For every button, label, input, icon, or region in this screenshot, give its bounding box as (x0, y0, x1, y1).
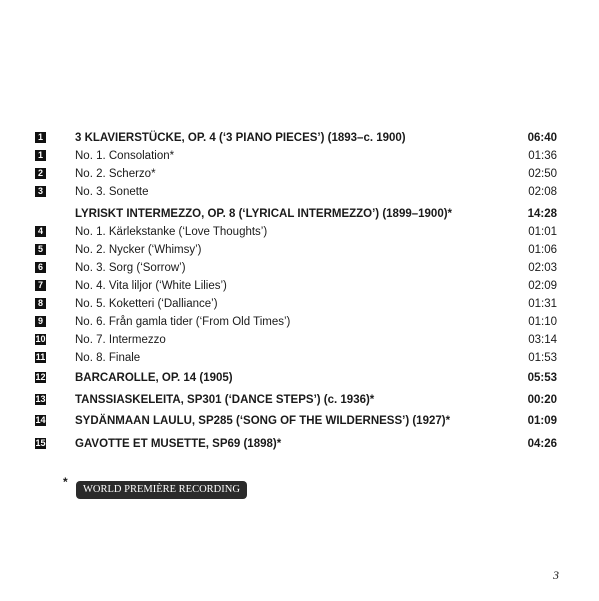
track-number-box: 10 (35, 334, 46, 344)
world-premiere-badge: WORLD PREMIÈRE RECORDING (76, 481, 247, 499)
track-duration: 02:50 (528, 168, 557, 180)
track-title: No. 6. Från gamla tider (‘From Old Times’) (75, 316, 291, 328)
track-number-box: 12 (35, 372, 46, 382)
work-heading-row (0, 392, 599, 408)
track-row (0, 296, 599, 312)
track-title: No. 4. Vita liljor (‘White Lilies’) (75, 280, 227, 292)
track-duration: 01:36 (528, 150, 557, 162)
work-heading-row (0, 413, 599, 429)
track-number-box: 9 (35, 316, 46, 327)
track-duration: 01:53 (528, 352, 557, 364)
page-number: 3 (553, 568, 559, 582)
track-row (0, 314, 599, 330)
track-title: No. 8. Finale (75, 352, 141, 364)
track-title: No. 7. Intermezzo (75, 334, 166, 346)
track-title: No. 3. Sonette (75, 186, 149, 198)
track-duration: 02:09 (528, 280, 557, 292)
work-heading-row (0, 130, 599, 146)
work-duration: 00:20 (527, 394, 557, 406)
track-title: No. 1. Consolation* (75, 150, 175, 162)
track-title: No. 1. Kärlekstanke (‘Love Thoughts’) (75, 226, 268, 238)
track-duration: 03:14 (528, 334, 557, 346)
work-duration: 01:09 (527, 415, 557, 427)
track-title: No. 3. Sorg (‘Sorrow’) (75, 262, 186, 274)
track-row (0, 166, 599, 182)
track-row (0, 242, 599, 258)
track-number-box: 2 (35, 168, 46, 179)
work-title: 3 KLAVIERSTÜCKE, OP. 4 (‘3 PIANO PIECES’) (1893–c. 1900) (75, 132, 406, 144)
track-row (0, 184, 599, 200)
track-number-box: 11 (35, 352, 46, 362)
track-row (0, 148, 599, 164)
track-number-box: 4 (35, 226, 46, 237)
track-number-box: 1 (35, 132, 46, 143)
track-duration: 01:31 (528, 298, 557, 310)
work-title: TANSSIASKELEITA, SP301 (‘DANCE STEPS’) (c. 1936)* (75, 394, 375, 406)
track-number-box: 14 (35, 415, 46, 425)
work-heading-row (0, 370, 599, 386)
track-title: No. 5. Koketteri (‘Dalliance’) (75, 298, 218, 310)
track-number-box: 3 (35, 186, 46, 197)
work-title: LYRISKT INTERMEZZO, OP. 8 (‘LYRICAL INTERMEZZO’) (1899–1900)* (75, 208, 453, 220)
work-heading-row (0, 436, 599, 452)
work-duration: 05:53 (527, 372, 557, 384)
track-number-box: 15 (35, 438, 46, 448)
track-row (0, 278, 599, 294)
footnote-marker: * (63, 475, 68, 489)
track-title: No. 2. Nycker (‘Whimsy’) (75, 244, 202, 256)
track-number-box: 5 (35, 244, 46, 255)
track-duration: 02:08 (528, 186, 557, 198)
track-duration: 01:01 (528, 226, 557, 238)
track-title: No. 2. Scherzo* (75, 168, 156, 180)
track-number-box: 13 (35, 394, 46, 404)
work-duration: 14:28 (527, 208, 557, 220)
work-title: SYDÄNMAAN LAULU, SP285 (‘SONG OF THE WILDERNESS’) (1927)* (75, 415, 451, 427)
track-row (0, 350, 599, 366)
work-heading-row (0, 206, 599, 222)
track-number-box: 8 (35, 298, 46, 309)
track-duration: 01:06 (528, 244, 557, 256)
track-number-box: 6 (35, 262, 46, 273)
track-row (0, 260, 599, 276)
track-number-box: 7 (35, 280, 46, 291)
work-duration: 04:26 (527, 438, 557, 450)
track-row (0, 224, 599, 240)
work-title: BARCAROLLE, OP. 14 (1905) (75, 372, 233, 384)
track-row (0, 332, 599, 348)
work-duration: 06:40 (527, 132, 557, 144)
work-title: GAVOTTE ET MUSETTE, SP69 (1898)* (75, 438, 282, 450)
track-duration: 01:10 (528, 316, 557, 328)
track-number-box: 1 (35, 150, 46, 161)
track-duration: 02:03 (528, 262, 557, 274)
